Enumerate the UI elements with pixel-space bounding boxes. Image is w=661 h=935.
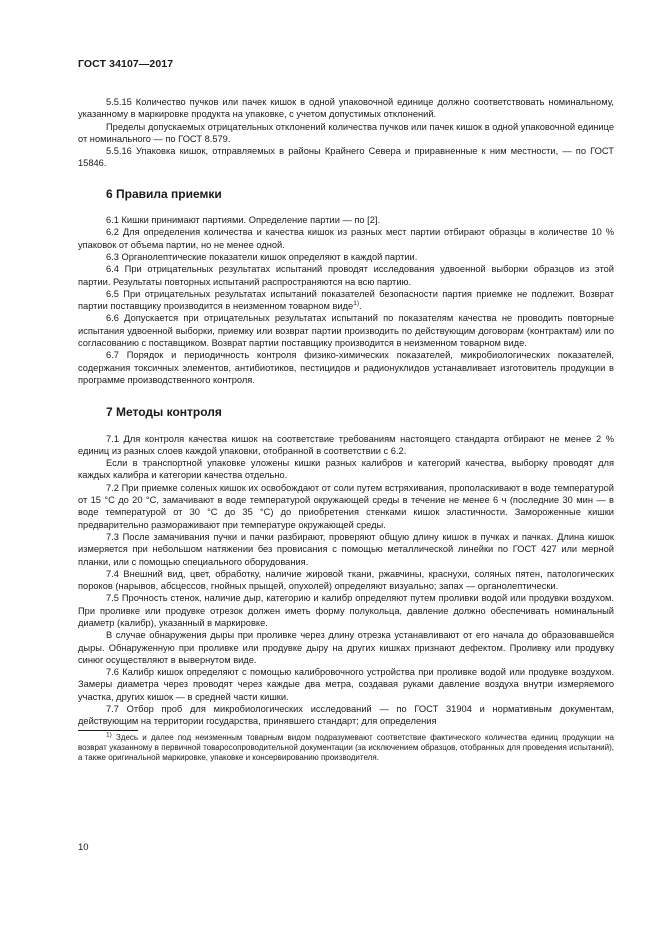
- paragraph: 7.1 Для контроля качества кишок на соответствие требованиям настоящего стандарта отбирают не менее 2 % единиц из разных слоев каждой упаковки, отобранной в соответствии с 6.2.: [78, 433, 614, 456]
- section-heading: 7 Методы контроля: [106, 405, 222, 420]
- footnote: [78, 733, 614, 764]
- paragraph: 6.4 При отрицательных результатах испытаний проводят исследования удвоенной выборки образцов из этой партии. Результаты повторных испытаний распространяются на всю партию.: [78, 264, 614, 287]
- paragraph: 7.7 Отбор проб для микробиологических исследований — по ГОСТ 31904 и нормативным документам, действующим на территории государства, принявшего стандарт; для определения: [78, 704, 614, 727]
- page-header: ГОСТ 34107—2017: [78, 58, 174, 70]
- paragraph: 6.1 Кишки принимают партиями. Определение партии — по [2].: [106, 215, 381, 226]
- footnote-text: Здесь и далее под неизменным товарным видом подразумевают соответствие фактического количества единиц продукции на возврат указанному в первичной товаросопроводительной документации (за исключением образцов, отобранных для проведения испытаний), а также оригинальной маркировке, упаковке и консервированию производителя.: [78, 732, 614, 763]
- paragraph-tail: .: [358, 301, 362, 312]
- paragraph: 7.4 Внешний вид, цвет, обработку, наличие жировой ткани, ржавчины, краснухи, соляных пятен, патологических пороков (нарывов, абсцессов, гнойных прыщей, опухолей) определяют визуально; запах — органолептически.: [78, 568, 614, 592]
- paragraph: [78, 288, 614, 313]
- paragraph: Если в транспортной упаковке уложены кишки разных калибров и категорий качества, выборку проводят для каждых калибра и категории качества отдельно.: [78, 458, 614, 481]
- page-number: 10: [78, 842, 89, 853]
- paragraph: 7.5 Прочность стенок, наличие дыр, категорию и калибр определяют путем проливки водой или продувки воздухом. При проливке или продувке отрезок должен иметь форму полукольца, давление должно обеспечивать номинальный диаметр (калибр), указанный в маркировке.: [78, 593, 614, 628]
- paragraph: 5.5.15 Количество пучков или пачек кишок в одной упаковочной единице должно соответствовать номинальному, указанному в маркировке продукта на упаковке, с учетом допустимых отклонений.: [78, 97, 614, 120]
- paragraph: 7.2 При приемке соленых кишок их освобождают от соли путем встряхивания, прополаскивают в воде температурой от 15 °С до 20 °С, замачивают в воде температурой окружающей среды в течение не менее 6 ч (последние 30 мин — в воде температурой от 30 °С до 35 °С) до приобретения стенками кишок эластичности. Замороженные кишки предварительно размораживают при температуре окружающей среды.: [78, 482, 614, 530]
- section-heading: 6 Правила приемки: [106, 186, 222, 201]
- paragraph: 6.3 Органолептические показатели кишок определяют в каждой партии.: [106, 251, 418, 262]
- paragraph: 7.6 Калибр кишок определяют с помощью калибровочного устройства при проливке водой или продувке воздухом. Замеры диаметра через проводят через каждые два метра, создавая руками давление воздуха внутри измеряемого участка, других кишок — в средней части кишки.: [78, 667, 614, 702]
- paragraph: 6.7 Порядок и периодичность контроля физико-химических показателей, микробиологических показателей, содержания токсичных элементов, антибиотиков, пестицидов и радионуклидов устанавливает изготовитель продукции в программе производственного контроля.: [78, 350, 614, 385]
- paragraph: 6.6 Допускается при отрицательных результатах испытаний по показателям качества не проводить повторные испытания удвоенной выборки, приемку или возврат партии производить по действующим договорам (контрактам) или по согласованию с поставщиком. Возврат партии поставщику производится в неизменном товарном виде.: [78, 313, 614, 349]
- paragraph: Пределы допускаемых отрицательных отклонений количества пучков или пачек кишок в одной упаковочной единице от номинального — по ГОСТ 8.579.: [78, 121, 614, 144]
- paragraph: 5.5.16 Упаковка кишок, отправляемых в районы Крайнего Севера и приравненные к ним местности, — по ГОСТ 15846.: [78, 146, 614, 169]
- page-body: [78, 96, 614, 763]
- paragraph: 6.2 Для определения количества и качества кишок из разных мест партии отбирают образцы в количестве 10 % упаковок от объема партии, но не менее одной.: [78, 227, 614, 250]
- footnote-marker: 1): [106, 731, 112, 738]
- paragraph-text: 6.5 При отрицательных результатах испытаний показателей безопасности партия приемке не подлежит. Возврат партии поставщику производится в неизменном товарном виде: [78, 288, 614, 312]
- footnote-marker: 1): [353, 300, 359, 308]
- paragraph: В случае обнаружения дыры при проливке через длину отрезка устанавливают от его начала до образовавшейся дыры. Обнаруженную при проливке или продувке дыру на других кишках признают дефектом. Проливку или продувку синюг осуществляют в вывернутом виде.: [78, 630, 614, 665]
- paragraph: 7.3 После замачивания пучки и пачки разбирают, проверяют общую длину кишок в пучках и пачках. Длина кишок измеряется при небольшом натяжении без провисания с помощью металлической линейки по ГОСТ 427 или мерной планки, или с помощью специального оборудования.: [78, 531, 614, 567]
